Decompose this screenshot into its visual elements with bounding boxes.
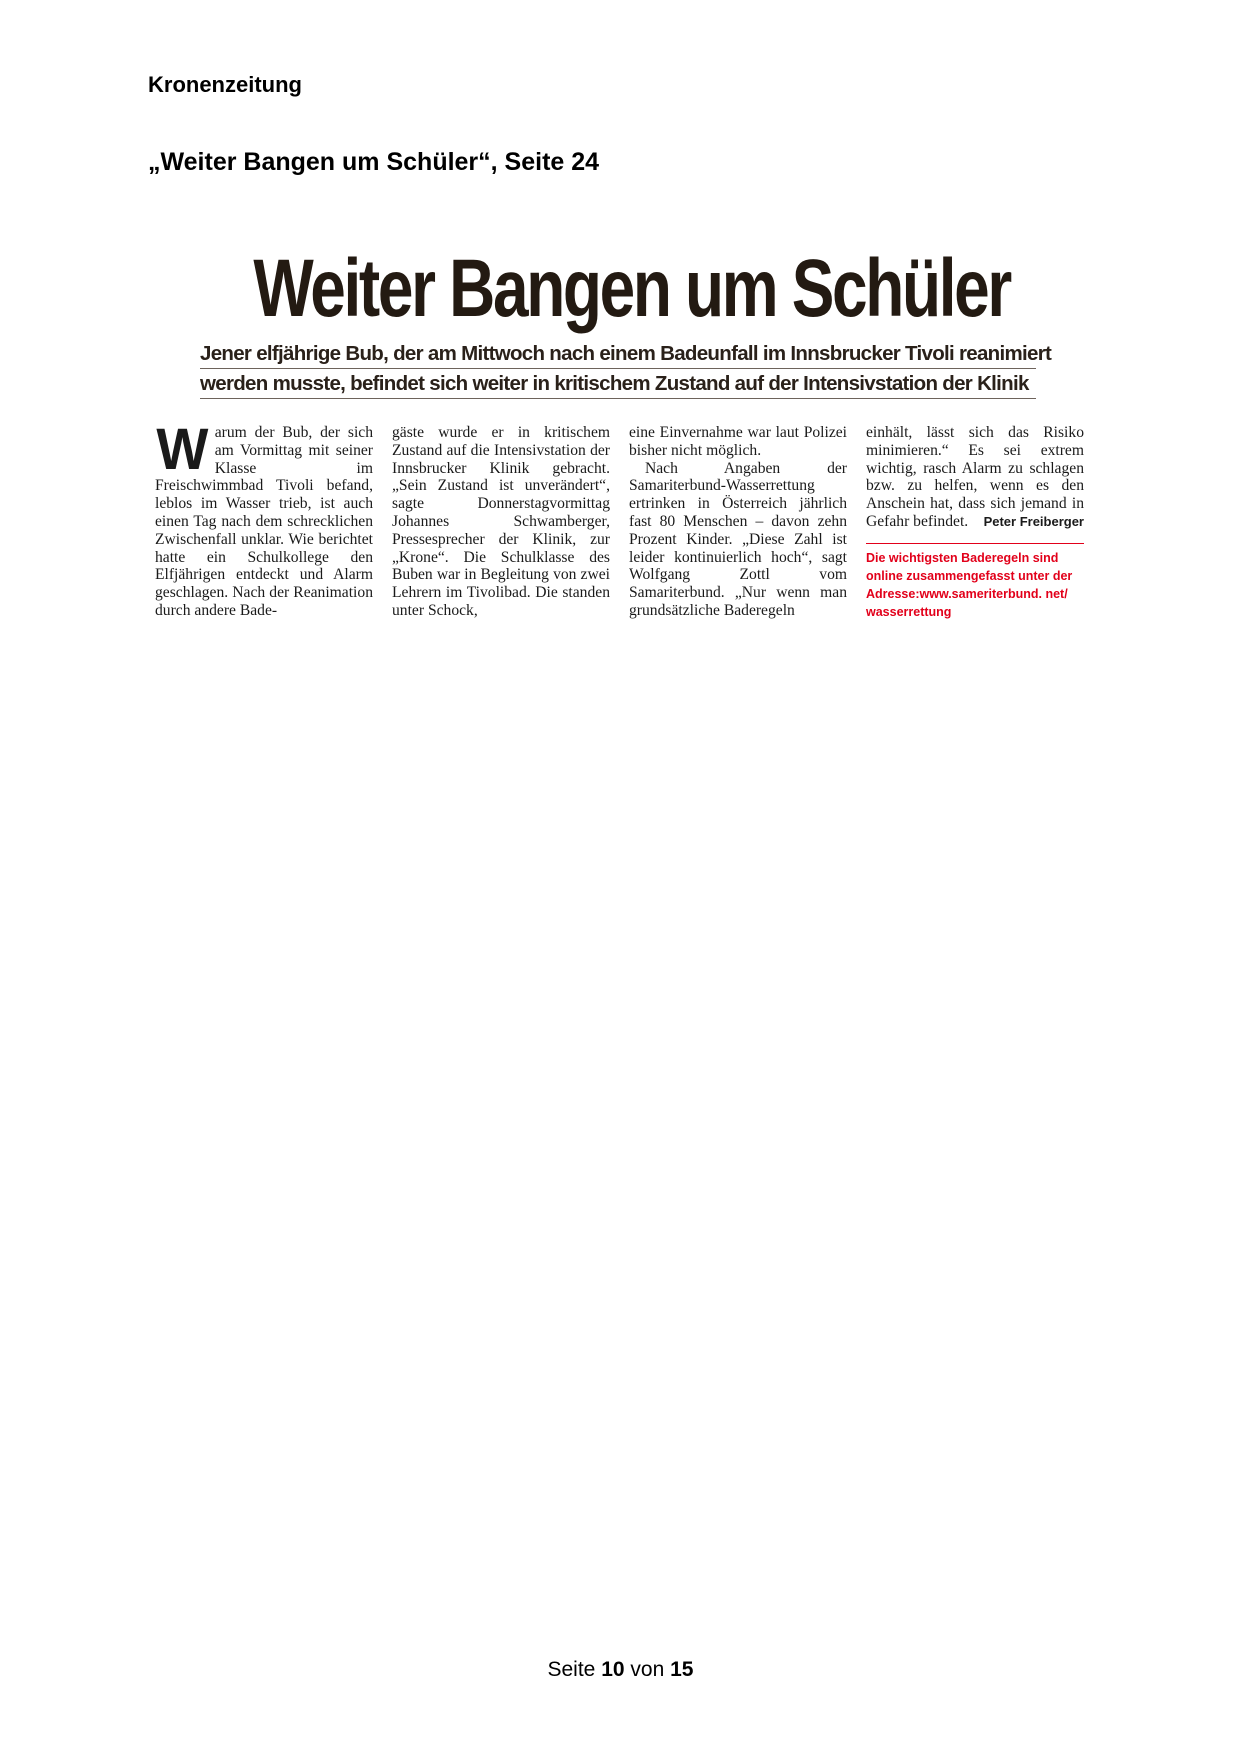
article-body — [155, 417, 1085, 654]
footer-prefix: Seite — [547, 1658, 596, 1681]
column-4-body: einhält, lässt sich das Risiko minimieren.“ Es sei extrem wichtig, rasch Alarm zu schlagen bzw. zu helfen, wenn es den Anschein hat, dass sich jemand in Gefahr befindet. — [866, 424, 1084, 530]
article-column-2 — [392, 424, 610, 620]
article-author: Peter Freiberger — [983, 513, 1084, 529]
footer-middle: von — [630, 1658, 665, 1681]
dropcap: W — [156, 417, 209, 482]
article-column-4 — [866, 424, 1084, 621]
column-4-text — [866, 424, 1084, 531]
source-name: Kronenzeitung — [148, 72, 302, 97]
article-subline-2: werden musste, befindet sich weiter in kritischem Zustand auf der Intensivstation der Klinik — [200, 372, 1036, 399]
article-headline: Weiter Bangen um Schüler — [253, 243, 1010, 334]
footer-page-number: 10 — [601, 1658, 625, 1681]
article-column-1 — [155, 417, 373, 620]
column-2-text: gäste wurde er in kritischem Zustand auf die Intensivstation der Innsbrucker Klinik gebracht. „Sein Zustand ist unverändert“, sagte Donnerstagvormittag Johannes Schwamberger, Pressesprecher der Klinik, zur „Krone“. Die Schulklasse des Buben war in Begleitung von zwei Lehrern im Tivolibad. Die standen unter Schock, — [392, 424, 610, 619]
column-3-text-a: eine Einvernahme war laut Polizei bisher nicht möglich. — [629, 424, 847, 459]
footer-page-total: 15 — [670, 1658, 694, 1681]
article-column-3 — [629, 424, 847, 620]
document-title: „Weiter Bangen um Schüler“, Seite 24 — [148, 148, 600, 176]
newspaper-clipping — [150, 243, 1090, 648]
article-subline-1: Jener elfjährige Bub, der am Mittwoch nach einem Badeunfall im Innsbrucker Tivoli reanimiert — [200, 342, 1036, 369]
column-3-text-b: Nach Angaben der Samariterbund-Wasserrettung ertrinken in Österreich jährlich fast 80 Menschen – davon zehn Prozent Kinder. „Diese Zahl ist leider kontinuierlich hoch“, sagt Wolfgang Zottl vom Samariterbund. „Nur wenn man grundsätzliche Baderegeln — [629, 459, 847, 619]
page-footer — [0, 1658, 1241, 1682]
info-box: Die wichtigsten Baderegeln sind online zusammengefasst unter der Adresse:www.sameriterbund. net/ wasserrettung — [866, 543, 1084, 621]
column-1-text: arum der Bub, der sich am Vormittag mit seiner Klasse im Freischwimmbad Tivoli befand, leblos im Wasser trieb, ist auch einen Tag nach dem schrecklichen Zwischenfall unklar. Wie berichtet hatte ein Schulkollege den Elfjährigen entdeckt und Alarm geschlagen. Nach der Reanimation durch andere Bade- — [155, 424, 373, 619]
